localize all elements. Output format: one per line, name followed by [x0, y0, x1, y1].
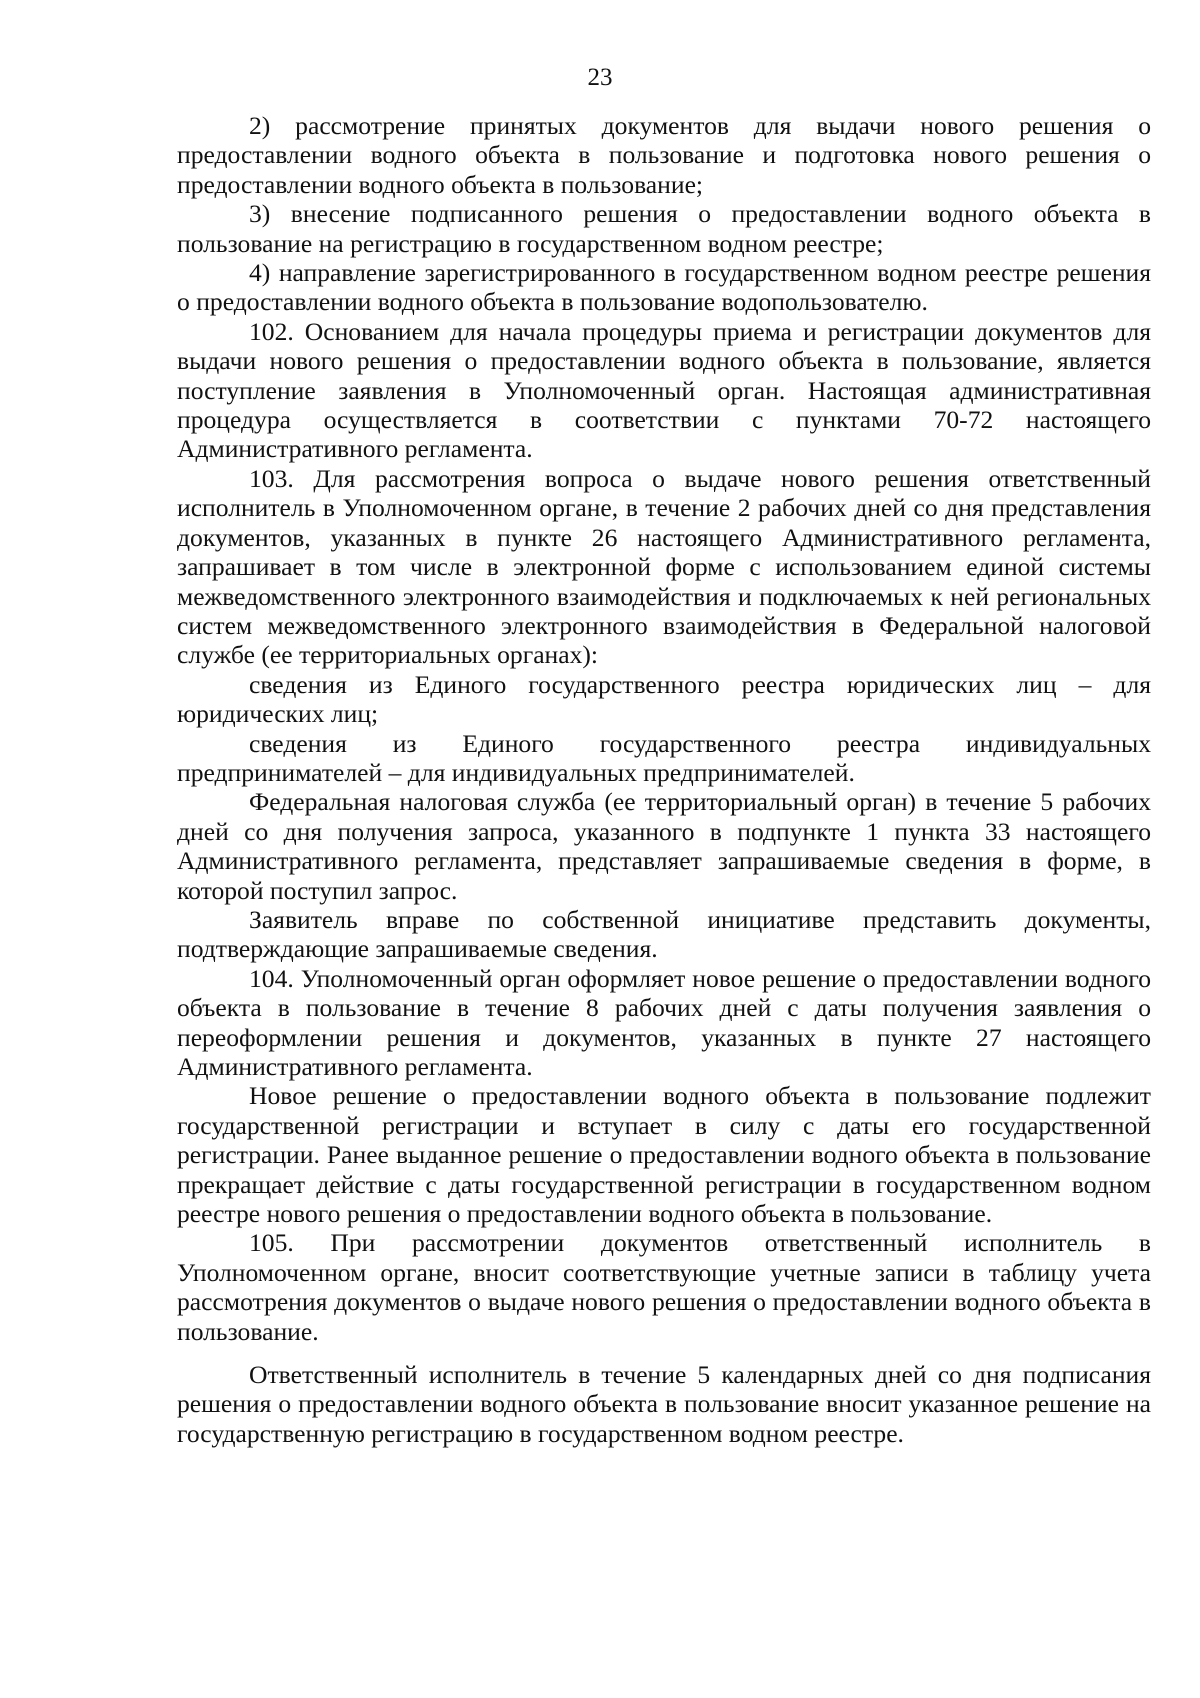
paragraph-legal-entities: сведения из Единого государственного реестра юридических лиц – для юридических лиц;	[177, 669, 1151, 729]
paragraph-104: 104. Уполномоченный орган оформляет новое решение о предоставлении водного объекта в пользование в течение 8 рабочих дней с даты получения заявления о переоформлении решения и документов, указанных в пункте 27 настоящего Административного регламента.	[177, 963, 1151, 1081]
paragraph-applicant-right: Заявитель вправе по собственной инициативе представить документы, подтверждающие запрашиваемые сведения.	[177, 904, 1151, 964]
paragraph-new-decision-registration: Новое решение о предоставлении водного объекта в пользование подлежит государственной регистрации и вступает в силу с даты его государственной регистрации. Ранее выданное решение о предоставлении водного объекта в пользование прекращает действие с даты государственной регистрации в государственном водном реестре нового решения о предоставлении водного объекта в пользование.	[177, 1081, 1151, 1229]
paragraph-item-4: 4) направление зарегистрированного в государственном водном реестре решения о предоставлении водного объекта в пользование водопользователю.	[177, 258, 1151, 317]
paragraph-item-3: 3) внесение подписанного решения о предоставлении водного объекта в пользование на регистрацию в государственном водном реестре;	[177, 199, 1151, 258]
document-body	[177, 111, 1151, 1448]
paragraph-tax-service: Федеральная налоговая служба (ее территориальный орган) в течение 5 рабочих дней со дня получения запроса, указанного в подпункте 1 пункта 33 настоящего Административного регламента, представляет запрашиваемые сведения в форме, в которой поступил запрос.	[177, 787, 1151, 905]
paragraph-105: 105. При рассмотрении документов ответственный исполнитель в Уполномоченном органе, вносит соответствующие учетные записи в таблицу учета рассмотрения документов о выдаче нового решения о предоставлении водного объекта в пользование.	[177, 1228, 1151, 1346]
paragraph-item-2: 2) рассмотрение принятых документов для выдачи нового решения о предоставлении водного объекта в пользование и подготовка нового решения о предоставлении водного объекта в пользование;	[177, 111, 1151, 199]
paragraph-103: 103. Для рассмотрения вопроса о выдаче нового решения ответственный исполнитель в Уполномоченном органе, в течение 2 рабочих дней со дня представления документов, указанных в пункте 26 настоящего Административного регламента, запрашивает в том числе в электронной форме с использованием единой системы межведомственного электронного взаимодействия и подключаемых к ней региональных систем межведомственного электронного взаимодействия в Федеральной налоговой службе (ее территориальных органах):	[177, 463, 1151, 670]
paragraph-102: 102. Основанием для начала процедуры приема и регистрации документов для выдачи нового решения о предоставлении водного объекта в пользование, является поступление заявления в Уполномоченный орган. Настоящая административная процедура осуществляется в соответствии с пунктами 70-72 настоящего Административного регламента.	[177, 316, 1151, 464]
paragraph-entrepreneurs: сведения из Единого государственного реестра индивидуальных предпринимателей – для индивидуальных предпринимателей.	[177, 728, 1151, 787]
paragraph-responsible-executor: Ответственный исполнитель в течение 5 календарных дней со дня подписания решения о предоставлении водного объекта в пользование вносит указанное решение на государственную регистрацию в государственном водном реестре.	[177, 1360, 1151, 1448]
page-number: 23	[587, 64, 613, 91]
